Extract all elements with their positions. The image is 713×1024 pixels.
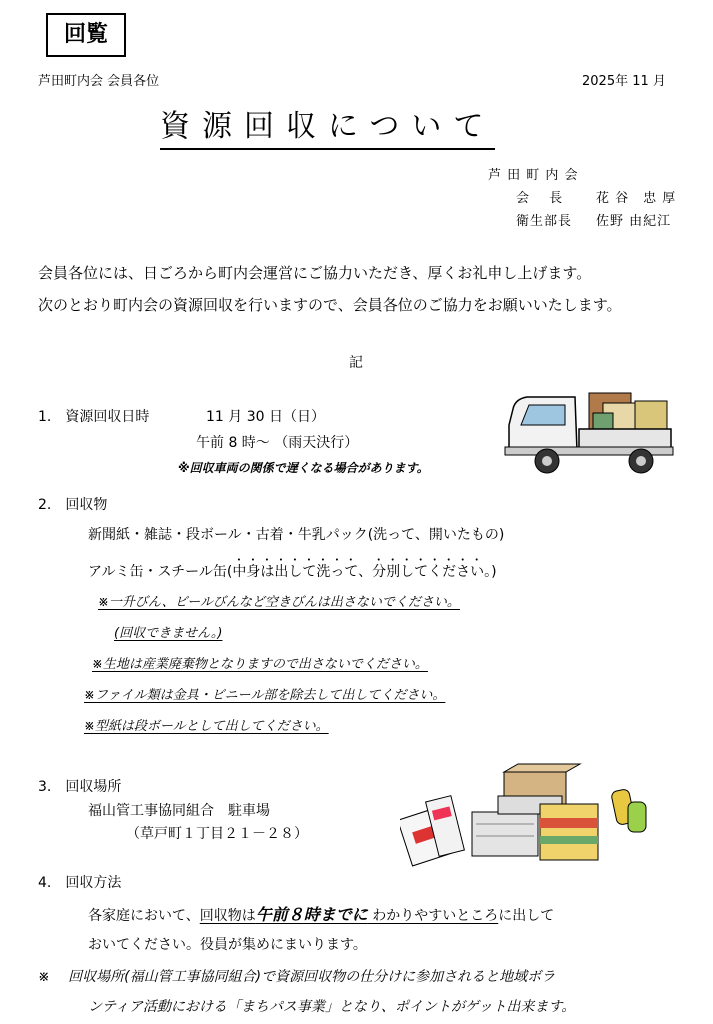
- items-line-2-c: ): [491, 564, 497, 580]
- note-not-collected: (回収できません。): [114, 626, 223, 641]
- ki-marker: 記: [349, 355, 363, 371]
- recyclables-illustration: [400, 762, 655, 868]
- items-line-2-emphasis: 中身は出して洗って、分別してください。: [232, 564, 492, 580]
- sender-name-1: 花 谷 忠 厚: [596, 191, 677, 206]
- note-bottles: ※一升びん、ビールびんなど空きびんは出さないでください。: [98, 595, 460, 610]
- footer-note-line-1: ※ 回収場所(福山管工事協同組合)で資源回収物の仕分けに参加されると地域ボラ: [38, 969, 556, 985]
- method-line-1: [88, 902, 554, 925]
- sender-org: 芦 田 町 内 会: [488, 168, 579, 183]
- note-patterns: ※型紙は段ボールとして出してください。: [84, 719, 329, 734]
- items-line-2-a: アルミ缶・スチール缶(: [88, 564, 233, 580]
- items-line-2: [88, 556, 497, 581]
- intro-line-2: 次のとおり町内会の資源回収を行いますので、会員各位のご協力をお願いいたします。: [38, 296, 622, 314]
- sender-role-1: 会 長: [516, 191, 564, 206]
- section1-note: ※回収車両の関係で遅くなる場合があります。: [178, 461, 429, 475]
- section1-heading: 1. 資源回収日時: [38, 409, 150, 425]
- truck-illustration: [503, 385, 675, 477]
- circulation-stamp: 回覧: [46, 13, 126, 57]
- method-line-1-a: 各家庭において、: [88, 908, 200, 924]
- issue-date: 2025年 11 月: [582, 74, 666, 89]
- collection-time: 午前 8 時～ （雨天決行）: [196, 435, 359, 451]
- items-line-1: 新聞紙・雑誌・段ボール・古着・牛乳パック(洗って、開いたもの): [88, 527, 505, 543]
- section4-heading: 4. 回収方法: [38, 875, 122, 891]
- sender-role-2: 衛生部長: [516, 214, 573, 229]
- method-line-1-b: 回収物は: [199, 908, 256, 924]
- addressee: 芦田町内会 会員各位: [38, 74, 160, 89]
- method-time-emphasis: 午前８時までに: [255, 905, 368, 924]
- sender-name-2: 佐野 由紀江: [596, 214, 672, 229]
- method-line-2: おいてください。役員が集めにまいります。: [88, 937, 367, 953]
- collection-address: （草戸町１丁目２１－２８）: [126, 826, 308, 842]
- collection-place: 福山管工事協同組合 駐車場: [88, 803, 270, 819]
- section3-heading: 3. 回収場所: [38, 779, 122, 795]
- collection-date: 11 月 30 日（日）: [206, 409, 325, 425]
- method-line-1-d: わかりやすいところ: [367, 908, 499, 924]
- method-line-1-e: に出して: [498, 908, 555, 924]
- intro-line-1: 会員各位には、日ごろから町内会運営にご協力いただき、厚くお礼申し上げます。: [38, 264, 592, 282]
- note-fabric: ※生地は産業廃棄物となりますので出さないでください。: [92, 657, 428, 672]
- footer-note-line-2: ンティア活動における「まちパス事業」となり、ポイントがゲット出来ます。: [88, 999, 576, 1015]
- section2-heading: 2. 回収物: [38, 497, 108, 513]
- page-title: 資源回収について: [160, 108, 495, 150]
- note-files: ※ファイル類は金具・ビニール部を除去して出してください。: [84, 688, 446, 703]
